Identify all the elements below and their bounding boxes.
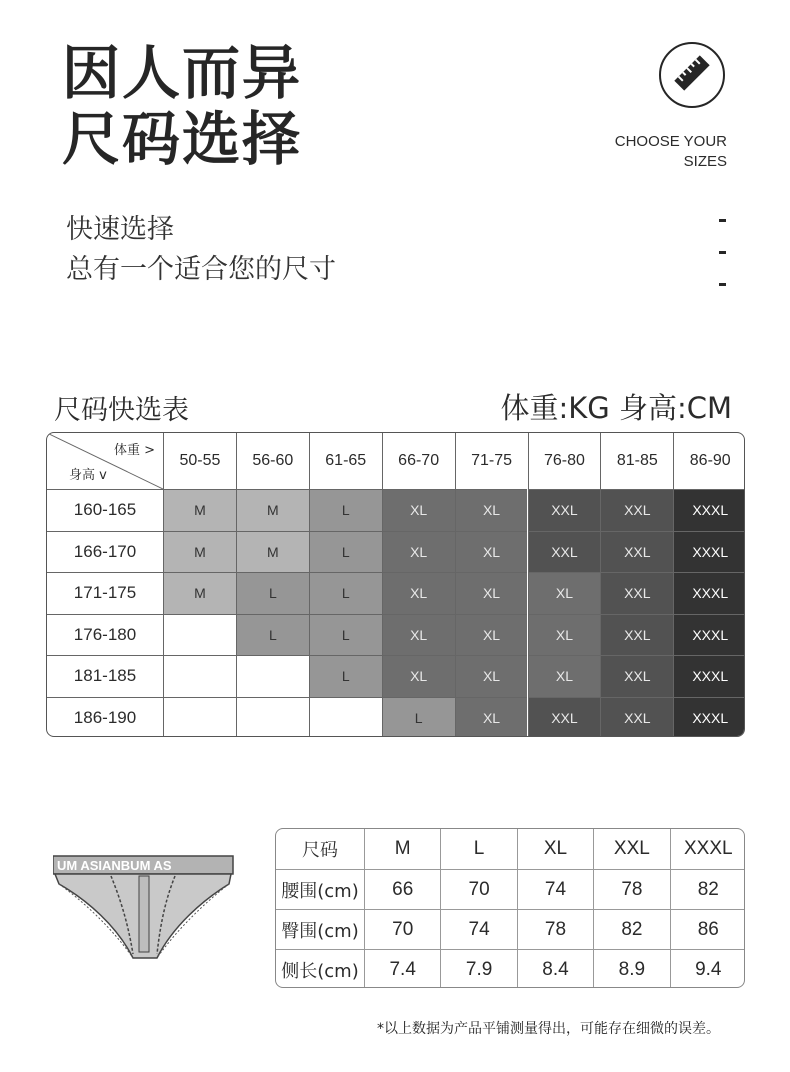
weight-header: 86-90 [673, 433, 745, 489]
size-cell: L [382, 697, 455, 738]
size-cell: L [236, 614, 309, 656]
height-label: 181-185 [47, 655, 163, 697]
ruler-icon [670, 51, 714, 99]
size-cell: XL [528, 655, 601, 697]
size-cell: L [309, 614, 382, 656]
size-cell: XXL [600, 614, 673, 656]
height-label: 171-175 [47, 572, 163, 614]
size-cell: XXXL [673, 697, 745, 738]
weight-header: 56-60 [236, 433, 309, 489]
measure-label: 腰围(cm) [276, 869, 364, 909]
measure-value: 82 [593, 909, 669, 949]
page-title-line1: 因人而异 [62, 39, 303, 107]
size-cell [163, 614, 236, 656]
height-label: 166-170 [47, 531, 163, 573]
table-corner [47, 433, 163, 489]
measure-value: 8.9 [593, 949, 669, 988]
size-cell: XXL [600, 572, 673, 614]
size-cell: XXL [600, 489, 673, 531]
corner-height-label: 身高 v [69, 468, 107, 483]
size-cell: XXL [528, 697, 601, 738]
size-cell: XXL [528, 489, 601, 531]
size-cell: XL [455, 697, 528, 738]
measure-value: 82 [670, 869, 745, 909]
quick-table-title: 尺码快选表 [54, 395, 189, 426]
size-cell [163, 655, 236, 697]
decor-dash [719, 219, 726, 222]
size-cell: L [309, 572, 382, 614]
waistband-text: UM ASIANBUM AS [57, 858, 172, 873]
size-cell: XL [455, 614, 528, 656]
size-cell: XL [382, 572, 455, 614]
tagline-line2: 总有一个适合您的尺寸 [66, 254, 336, 285]
size-cell: L [236, 572, 309, 614]
choose-line1: CHOOSE YOUR [614, 133, 727, 150]
size-header: XL [517, 829, 593, 869]
measure-value: 7.9 [440, 949, 516, 988]
measurement-table [275, 828, 745, 988]
choose-sizes-caption [615, 132, 727, 172]
measure-value: 8.4 [517, 949, 593, 988]
choose-line2: SIZES [683, 153, 727, 170]
height-label: 186-190 [47, 697, 163, 738]
size-header: XXXL [670, 829, 745, 869]
size-cell: XL [382, 655, 455, 697]
size-header: XXL [593, 829, 669, 869]
weight-header: 76-80 [528, 433, 601, 489]
size-cell: XL [455, 531, 528, 573]
size-cell: XXL [600, 697, 673, 738]
measure-value: 66 [364, 869, 440, 909]
size-cell: M [236, 531, 309, 573]
size-cell: XXXL [673, 614, 745, 656]
size-cell: XL [382, 531, 455, 573]
measure-label: 臀围(cm) [276, 909, 364, 949]
measure-label: 侧长(cm) [276, 949, 364, 988]
measure-value: 74 [517, 869, 593, 909]
corner-weight-label: 体重 > [113, 443, 155, 458]
weight-header: 66-70 [382, 433, 455, 489]
measure-value: 9.4 [670, 949, 745, 988]
decor-dash [719, 251, 726, 254]
size-cell: L [309, 489, 382, 531]
measure-value: 7.4 [364, 949, 440, 988]
size-cell: XXXL [673, 531, 745, 573]
size-cell: XXL [600, 655, 673, 697]
size-header-label: 尺码 [302, 840, 338, 861]
size-cell: XXXL [673, 489, 745, 531]
height-label: 160-165 [47, 489, 163, 531]
size-cell: M [163, 572, 236, 614]
size-cell: XXXL [673, 572, 745, 614]
measure-value: 78 [517, 909, 593, 949]
underwear-illustration [53, 854, 235, 962]
weight-header: 61-65 [309, 433, 382, 489]
size-cell: XL [382, 614, 455, 656]
measure-value: 78 [593, 869, 669, 909]
size-cell: XL [455, 489, 528, 531]
quick-size-table [46, 432, 745, 737]
decor-dash [719, 283, 726, 286]
size-cell [236, 655, 309, 697]
size-cell: M [163, 531, 236, 573]
size-cell: XL [455, 655, 528, 697]
footnote: *以上数据为产品平铺测量得出，可能存在细微的误差。 [377, 1021, 720, 1037]
weight-header: 81-85 [600, 433, 673, 489]
size-header: M [364, 829, 440, 869]
size-cell: XXL [528, 531, 601, 573]
page-title-line2: 尺码选择 [62, 105, 303, 173]
weight-header: 71-75 [455, 433, 528, 489]
units-label: 体重:KG 身高:CM [500, 391, 732, 425]
height-label: 176-180 [47, 614, 163, 656]
size-cell: XL [528, 572, 601, 614]
size-cell [236, 697, 309, 738]
ruler-badge [659, 42, 725, 108]
size-cell: L [309, 531, 382, 573]
size-header: L [440, 829, 516, 869]
size-cell: M [163, 489, 236, 531]
size-cell: XXL [600, 531, 673, 573]
size-cell: XL [382, 489, 455, 531]
measure-value: 70 [364, 909, 440, 949]
size-cell: XXXL [673, 655, 745, 697]
size-cell: XL [528, 614, 601, 656]
size-cell: XL [455, 572, 528, 614]
size-cell: L [309, 655, 382, 697]
tagline-line1: 快速选择 [66, 214, 174, 245]
measure-value: 74 [440, 909, 516, 949]
measure-value: 86 [670, 909, 745, 949]
weight-header: 50-55 [163, 433, 236, 489]
measure-value: 70 [440, 869, 516, 909]
size-cell: M [236, 489, 309, 531]
size-cell [163, 697, 236, 738]
size-cell [309, 697, 382, 738]
